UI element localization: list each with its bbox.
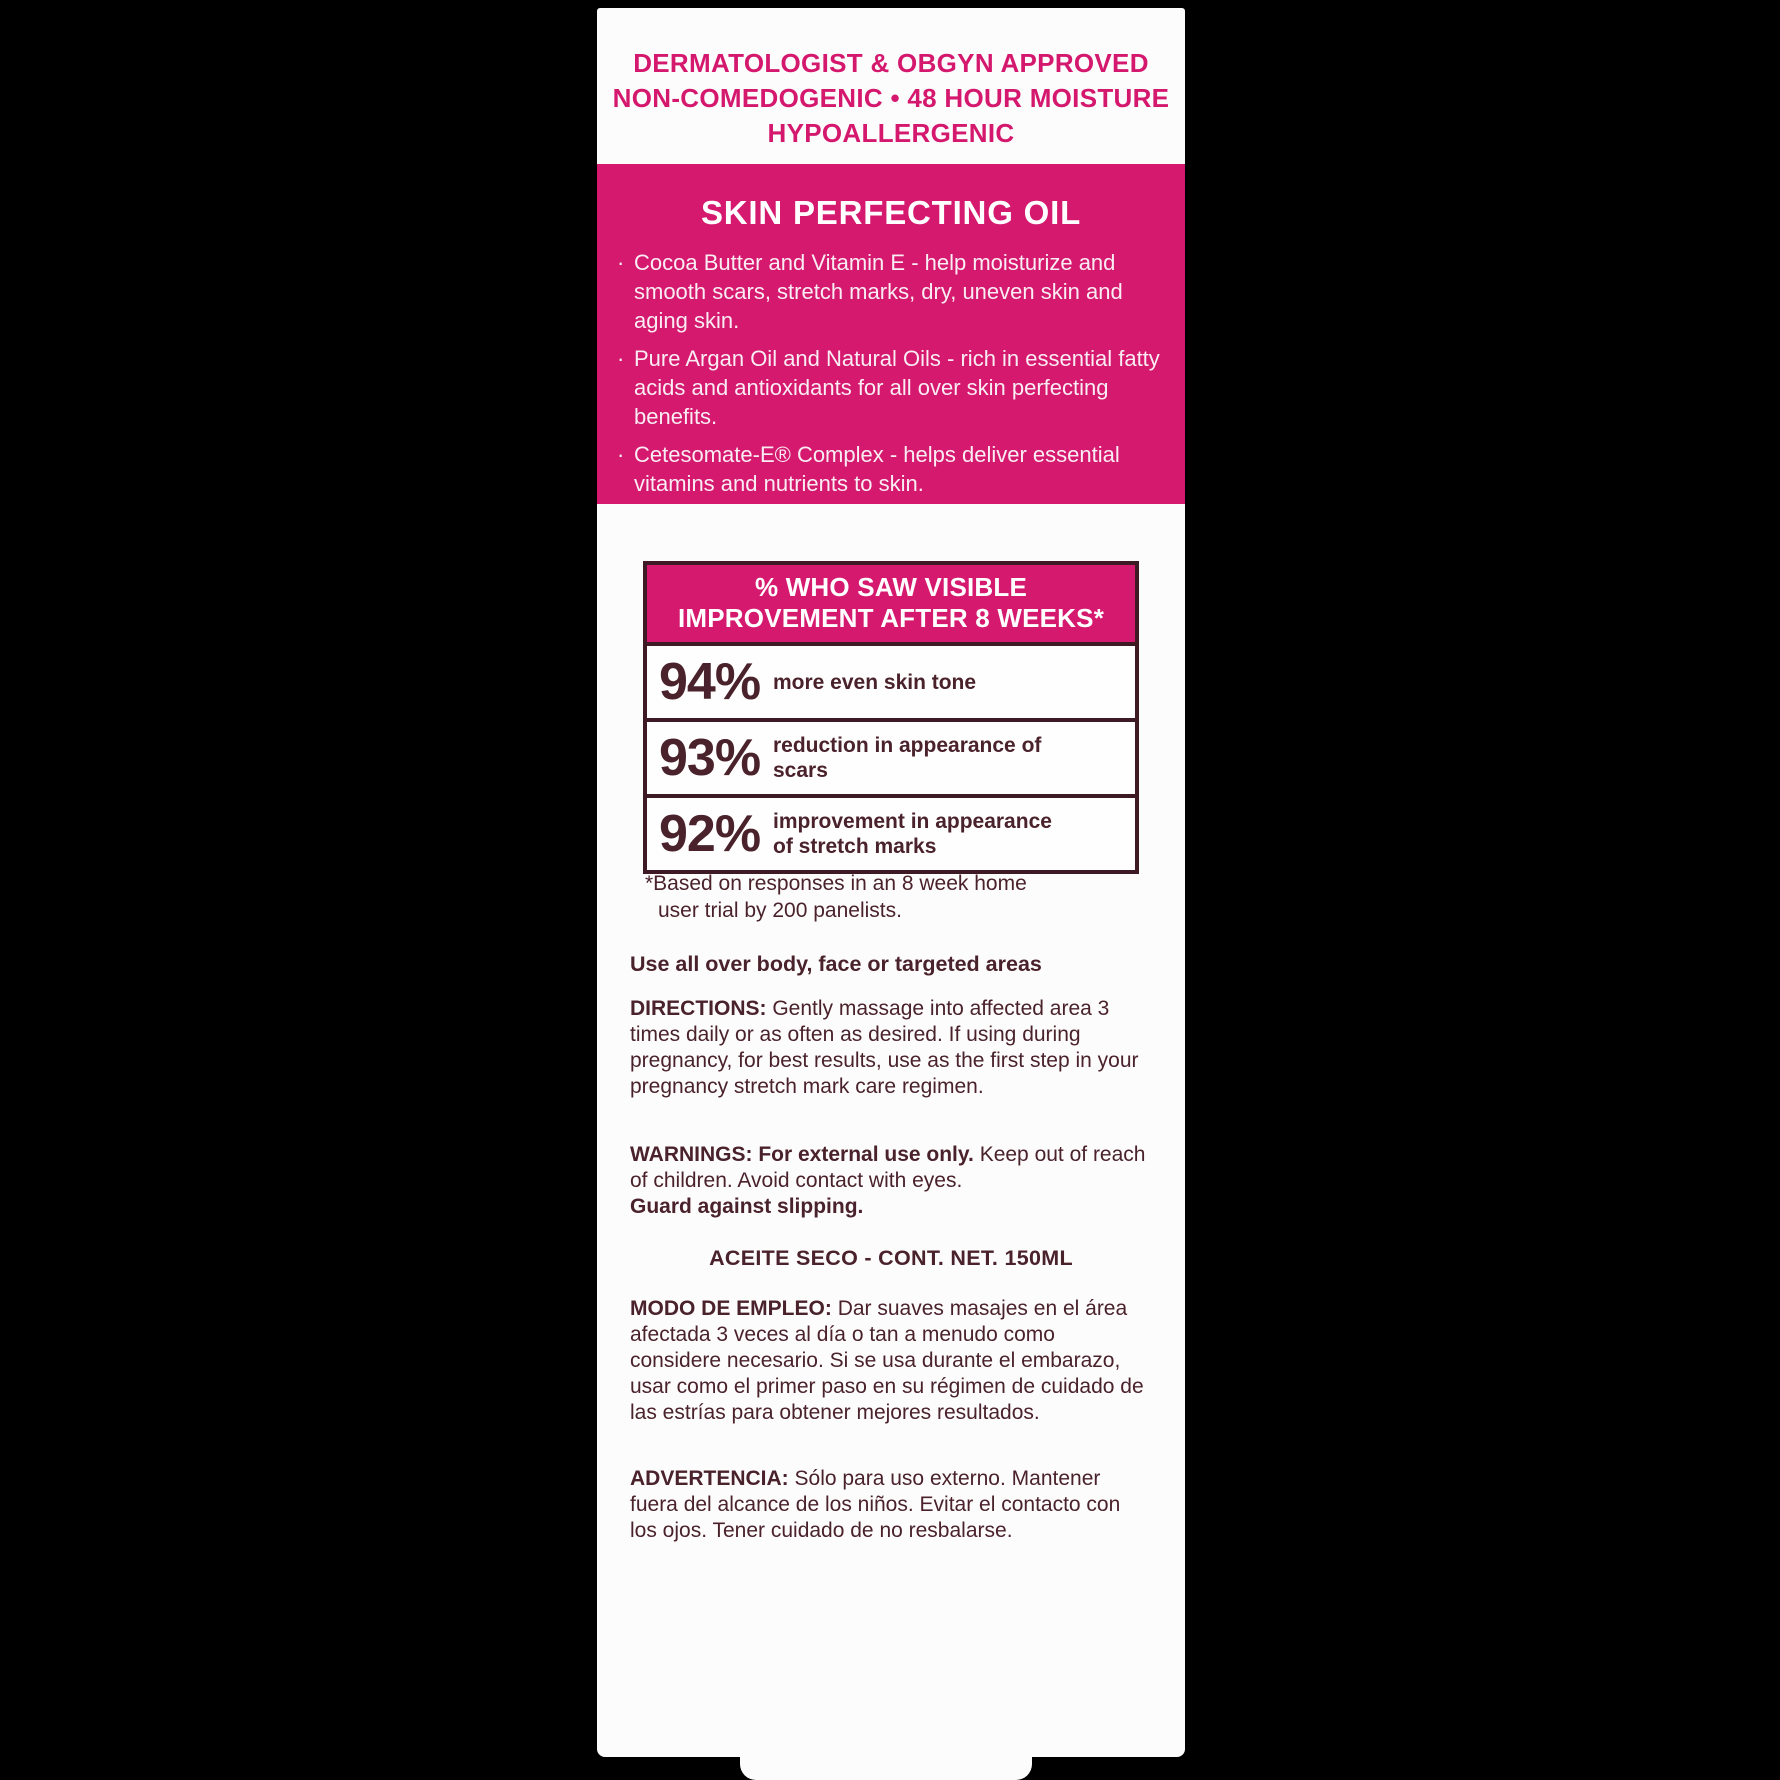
warnings-slipping-line: Guard against slipping. [630,1195,864,1218]
stats-table-header [647,565,1135,642]
net-contents-line: ACEITE SECO - CONT. NET. 150ML [709,1246,1073,1270]
carton-tuck-flap [740,1748,1032,1780]
footnote-line-2: user trial by 200 panelists. [658,899,902,922]
tagline-line-3: HYPOALLERGENIC [767,118,1015,148]
benefit-text: Cocoa Butter and Vitamin E - help moisturize and smooth scars, stretch marks, dry, uneven skin and aging skin. [634,250,1123,333]
benefit-item [617,248,1167,335]
stat-percent-value: 94% [659,653,761,711]
warnings-paragraph [630,1142,1146,1220]
label-panel [597,8,1185,1757]
benefits-box [597,164,1185,504]
benefit-text: Cetesomate-E® Complex - helps deliver essential vitamins and nutrients to skin. [634,442,1120,496]
footnote-line-1: *Based on responses in an 8 week home [645,872,1027,895]
advertencia-label: ADVERTENCIA: [630,1467,789,1490]
tagline-line-2: NON-COMEDOGENIC • 48 HOUR MOISTURE [612,83,1170,113]
stat-label: more even skin tone [773,670,977,694]
usage-headline: Use all over body, face or targeted areas [630,952,1042,976]
approval-tagline [597,46,1185,151]
modo-text: Dar suaves masajes en el área afectada 3 veces al día o tan a menudo como considere necesario. Si se usa durante el embarazo, usar como el primer paso en su régimen de cuidado de las estrías para obtener mejores resultados. [630,1297,1144,1424]
modo-de-empleo-paragraph [630,1296,1146,1426]
benefit-item [617,344,1167,431]
bullet-dot-icon: · [617,442,625,467]
warnings-label: WARNINGS: For external use only. [630,1143,974,1166]
modo-label: MODO DE EMPLEO: [630,1297,832,1320]
stat-label: improvement in appearance of stretch marks [773,810,1052,858]
table-row [647,642,1135,718]
improvement-stats-table [643,561,1139,874]
stats-footnote [645,870,1027,924]
product-name-title: SKIN PERFECTING OIL [700,194,1082,231]
benefit-text: Pure Argan Oil and Natural Oils - rich in essential fatty acids and antioxidants for all over skin perfecting benefits. [634,346,1160,429]
warnings-text: Keep out of reach of children. Avoid contact with eyes. [630,1143,1146,1192]
directions-paragraph [630,996,1146,1100]
table-row [647,794,1135,870]
table-row [647,718,1135,794]
advertencia-text: Sólo para uso externo. Mantener fuera del alcance de los niños. Evitar el contacto con los ojos. Tener cuidado de no resbalarse. [630,1467,1121,1542]
advertencia-paragraph [630,1466,1146,1544]
stats-header-line-2: IMPROVEMENT AFTER 8 WEEKS* [677,603,1105,633]
benefits-bullet-list [617,248,1167,498]
benefit-item [617,440,1167,498]
tagline-line-1: DERMATOLOGIST & OBGYN APPROVED [633,48,1149,78]
directions-label: DIRECTIONS: [630,997,767,1020]
bullet-dot-icon: · [617,250,625,275]
directions-text: Gently massage into affected area 3 times daily or as often as desired. If using during pregnancy, for best results, use as the first step in your pregnancy stretch mark care regimen. [630,997,1139,1098]
bullet-dot-icon: · [617,346,625,371]
stat-label: reduction in appearance of scars [773,734,1042,782]
stat-percent-value: 93% [659,729,761,787]
stats-header-line-1: % WHO SAW VISIBLE [754,572,1028,602]
stat-percent-value: 92% [659,805,761,863]
